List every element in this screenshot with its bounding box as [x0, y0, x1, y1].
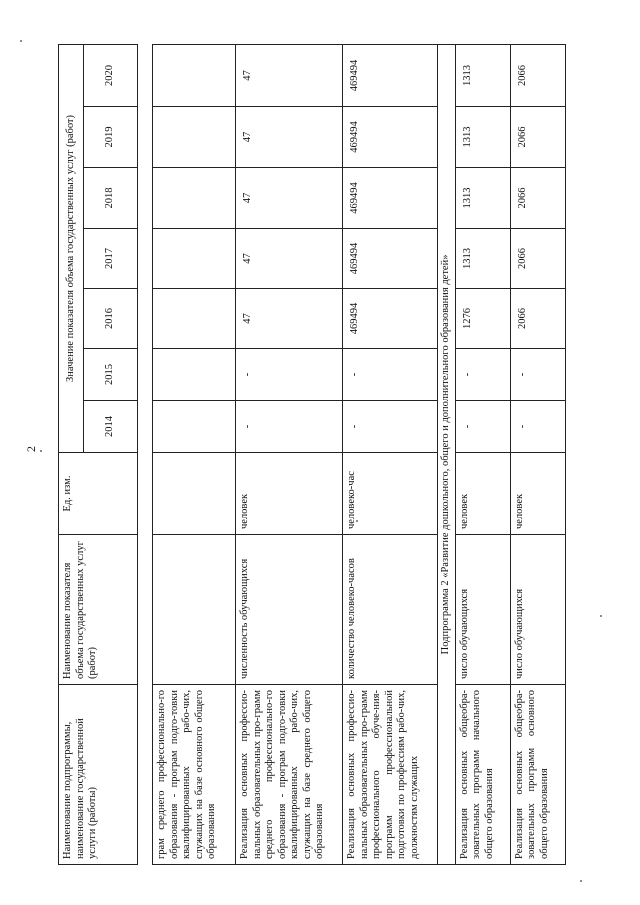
row-value	[153, 229, 236, 289]
header-year-2014: 2014	[84, 401, 138, 453]
row-value: 1313	[455, 107, 510, 168]
row-indicator: количество человеко-часов	[343, 535, 438, 685]
row-value	[153, 289, 236, 349]
header-year-2018: 2018	[84, 168, 138, 229]
table-gap	[138, 44, 153, 864]
row-value: 469494	[343, 229, 438, 289]
row-value: -	[236, 401, 343, 453]
subprogram-row	[438, 44, 456, 864]
row-unit: человек	[236, 453, 343, 535]
row-value: 2066	[510, 168, 565, 229]
row-value: -	[455, 401, 510, 453]
row-value: 2066	[510, 229, 565, 289]
row-value: 469494	[343, 44, 438, 106]
page-number: 2	[24, 446, 38, 452]
header-unit: Ед. изм.	[59, 453, 138, 535]
header-subprogram-name: Наименование подпрограммы, наименование государственной услуги (работы)	[59, 685, 138, 865]
row-indicator: число обучающихся	[455, 535, 510, 685]
row-indicator: численность обучающихся	[236, 535, 343, 685]
row-value: 47	[236, 107, 343, 168]
row-name: Реализация основных профессио-нальных образовательных про-грамм профессионального обуче-ния- программ профессиональной подготовки по профессиям рабо-чих, должностям служащих	[343, 685, 438, 865]
row-value	[153, 168, 236, 229]
row-name: Реализация основных профессио-нальных образовательных про-грамм среднего профессионально-го образования - програм подго-товки квалифицированных рабо-чих, служащих на базе среднего общего образования	[236, 685, 343, 865]
subprogram-title: Подпрограмма 2 «Развитие дошкольного, общего и дополнительного образования детей»	[438, 44, 456, 864]
volume-indicators-table	[58, 44, 566, 865]
row-unit: человек	[510, 453, 565, 535]
header-row	[59, 44, 84, 864]
row-name: грам среднего профессионально-го образования - програм подго-товки квалифицированных рабо-чих, служащих на базе основного общего образования	[153, 685, 236, 865]
scan-speck	[20, 40, 22, 42]
row-value	[153, 44, 236, 106]
row-value: -	[455, 349, 510, 401]
row-name: Реализация основных общеобра-зовательных программ основного общего образования	[510, 685, 565, 865]
row-value: 469494	[343, 107, 438, 168]
header-year-2016: 2016	[84, 289, 138, 349]
row-value: 47	[236, 229, 343, 289]
row-value: -	[510, 349, 565, 401]
scan-speck	[580, 880, 582, 882]
row-value: -	[343, 401, 438, 453]
table-row	[510, 44, 565, 864]
row-unit: человеко-час	[343, 453, 438, 535]
row-value	[153, 107, 236, 168]
header-indicator-values: Значение показателя объема государственных услуг (работ)	[59, 44, 84, 452]
row-value: -	[510, 401, 565, 453]
row-value: 1313	[455, 168, 510, 229]
row-name: Реализация основных общеобра-зовательных программ начального общего образования	[455, 685, 510, 865]
table-row	[343, 44, 438, 864]
row-value: -	[236, 349, 343, 401]
row-value: 1313	[455, 44, 510, 106]
row-value: 47	[236, 44, 343, 106]
row-value	[153, 349, 236, 401]
row-value: 47	[236, 289, 343, 349]
row-value: 469494	[343, 168, 438, 229]
header-year-2020: 2020	[84, 44, 138, 106]
rotated-table-container	[24, 45, 618, 865]
row-value: 1313	[455, 229, 510, 289]
row-value: 2066	[510, 44, 565, 106]
row-value: 47	[236, 168, 343, 229]
row-value: 469494	[343, 289, 438, 349]
header-indicator-name: Наименование показателя объема государственных услуг (работ)	[59, 535, 138, 685]
header-year-2017: 2017	[84, 229, 138, 289]
row-value: 2066	[510, 107, 565, 168]
table-row	[153, 44, 236, 864]
header-year-2019: 2019	[84, 107, 138, 168]
header-year-2015: 2015	[84, 349, 138, 401]
table-row	[236, 44, 343, 864]
row-value: -	[343, 349, 438, 401]
row-unit	[153, 453, 236, 535]
table-row	[455, 44, 510, 864]
row-value	[153, 401, 236, 453]
row-indicator	[153, 535, 236, 685]
row-unit: человек	[455, 453, 510, 535]
row-value: 2066	[510, 289, 565, 349]
scan-speck	[40, 450, 42, 452]
row-indicator: число обучающихся	[510, 535, 565, 685]
row-value: 1276	[455, 289, 510, 349]
